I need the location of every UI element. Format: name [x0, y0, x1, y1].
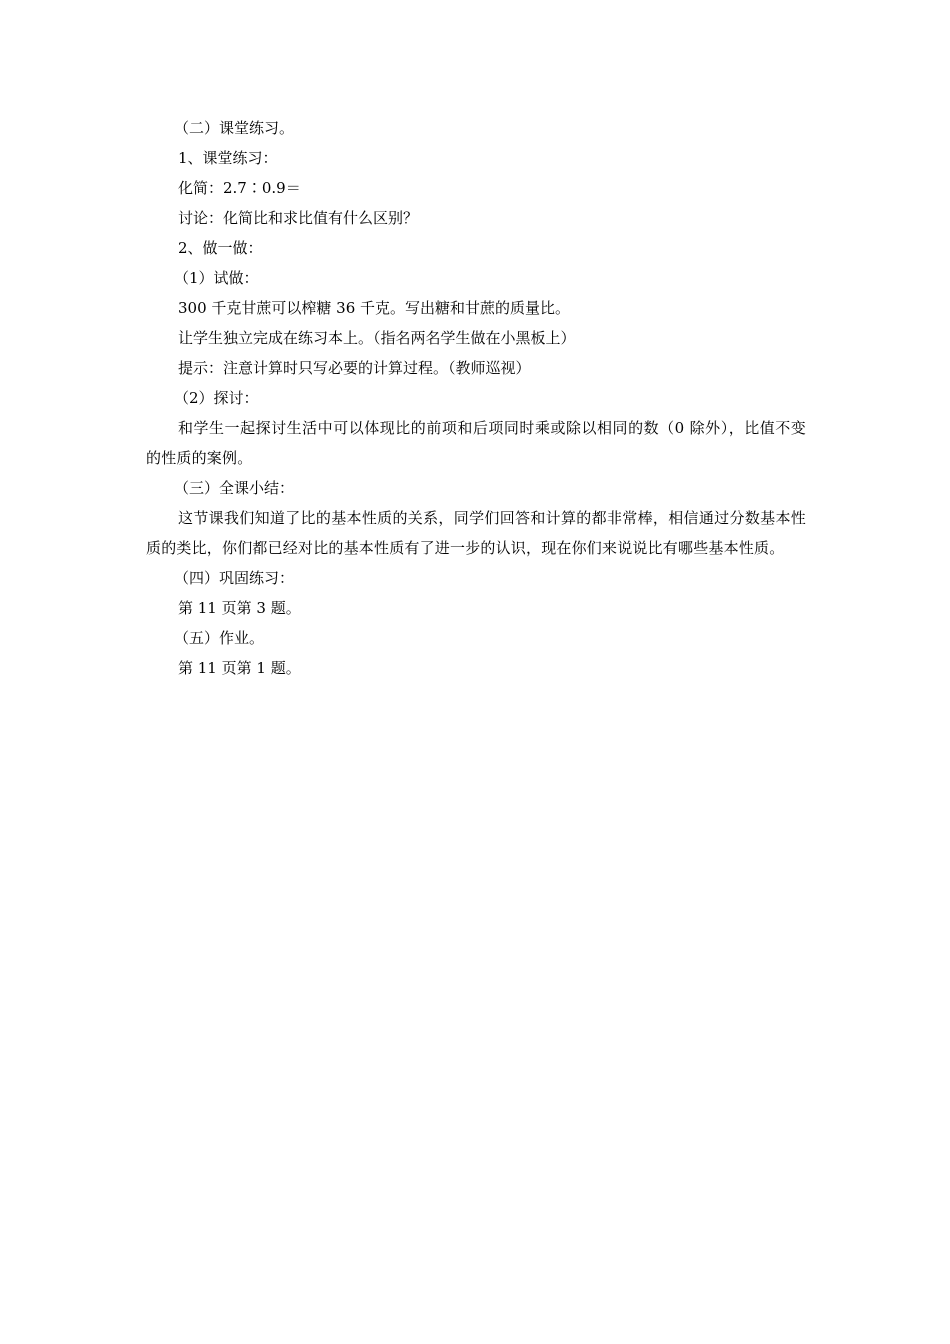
section-heading-practice: （四）巩固练习： [174, 569, 295, 587]
section-heading-homework: （五）作业。 [174, 629, 265, 647]
item-classroom-exercise: 1、课堂练习： [178, 149, 278, 167]
section-heading-exercise: （二）课堂练习。 [174, 119, 295, 137]
subitem-trial: （1）试做： [174, 269, 259, 287]
student-instruction: 让学生独立完成在练习本上。（指名两名学生做在小黑板上） [178, 329, 576, 347]
section-heading-summary: （三）全课小结： [174, 479, 295, 497]
document-body [146, 113, 806, 683]
sugarcane-problem: 300 千克甘蔗可以榨糖 36 千克。写出糖和甘蔗的质量比。 [178, 299, 571, 317]
summary-paragraph: 这节课我们知道了比的基本性质的关系，同学们回答和计算的都非常棒，相信通过分数基本性质的类比，你们都已经对比的基本性质有了进一步的认识，现在你们来说说比有哪些基本性质。 [146, 509, 806, 557]
discussion-question: 讨论：化简比和求比值有什么区别？ [178, 209, 419, 227]
item-try-it: 2、做一做： [178, 239, 263, 257]
discussion-paragraph: 和学生一起探讨生活中可以体现比的前项和后项同时乘或除以相同的数（0 除外），比值不变的性质的案例。 [146, 419, 806, 467]
simplify-problem: 化简：2.7∶0.9＝ [178, 179, 301, 197]
practice-assignment: 第 11 页第 3 题。 [178, 599, 301, 617]
homework-assignment: 第 11 页第 1 题。 [178, 659, 301, 677]
hint-text: 提示：注意计算时只写必要的计算过程。（教师巡视） [178, 359, 531, 377]
subitem-discussion: （2）探讨： [174, 389, 259, 407]
